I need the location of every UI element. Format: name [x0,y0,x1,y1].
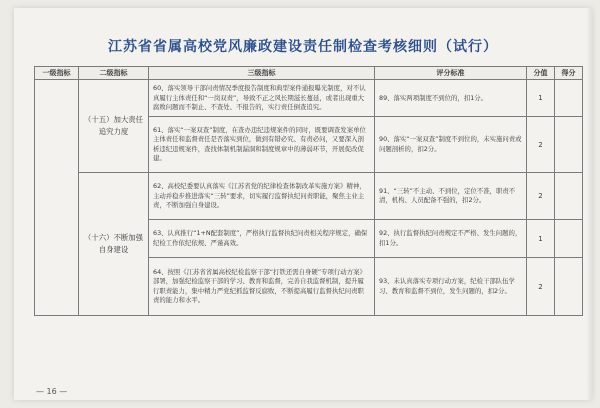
score-cell: 1 [527,220,555,258]
scan-shadow [586,8,592,400]
standard-cell: 90、落实“一案双查”制度不到位的，未实施问责或问题剖析的，扣2分。 [375,117,527,173]
standard-cell: 89、落实两项制度不到位的，扣1分。 [375,80,527,117]
table-row [35,173,583,220]
header-score: 分值 [527,67,555,80]
got-cell [555,220,583,258]
score-cell: 2 [527,173,555,220]
score-cell: 1 [527,80,555,117]
level3-cell: 61、落实“一案双查”制度，在查办违纪违规案件的同时，既要调查发案单位主体责任和监督责任是否落实到位，做到有错必究、有责必问，又要深入剖析违纪违规案件，查找体制机制漏洞和制度规章中的薄弱环节，开展促改促建。 [149,117,375,173]
level2-cell: （十六）不断加强自身建设 [79,173,149,316]
assessment-table [34,66,583,316]
standard-cell: 91、“三转”不主动、不到位，定位不准，职责不清，机构、人员配备不强的，扣2分。 [375,173,527,220]
header-level2: 二级指标 [79,67,149,80]
document-title: 江苏省省属高校党风廉政建设责任制检查考核细则（试行） [108,39,498,55]
level3-cell: 64、按照《江苏省省属高校纪检监察干部“打铁还需自身硬”专项行动方案》部署，加强纪检监察干部的学习、教育和监督，完善自我监督机制，提升履行职责能力，集中精力严党纪抓监督反腐败，不断提高履行监督执纪问责职责的能力和水平。 [149,258,375,316]
level2-cell: （十五）加大责任追究力度 [79,80,149,173]
page-number: — 16 — [36,387,68,396]
table-row [35,80,583,117]
document-page [14,8,592,400]
got-cell [555,173,583,220]
header-level1: 一级指标 [35,67,79,80]
header-level3: 三级指标 [149,67,375,80]
level3-cell: 63、认真推行“1+N配套制度”，严格执行监督执纪问责相关程序规定，确保纪检工作依纪依规、严谨高效。 [149,220,375,258]
level3-cell: 62、高校纪委要认真落实《江苏省党的纪律检查体制改革实施方案》精神，主动并稳步推进落实“三转”要求，切实履行监督执纪问责职能，聚焦主业主责，不断加强自身建设。 [149,173,375,220]
header-standard: 评分标准 [375,67,527,80]
level3-cell: 60、落实领导干部问责情况季度报告制度和典型案件通报曝光制度，对不认真履行主体责任和“一岗双责”，导致不正之风长期滋长蔓延，或者出现重大腐败问题而不制止、不查处、不报告的，实行责任倒查追究。 [149,80,375,117]
standard-cell: 93、未认真落实专项行动方案，纪检干部队伍学习、教育和监督不到位，发生问题的，扣2分。 [375,258,527,316]
got-cell [555,258,583,316]
header-got: 得分 [555,67,583,80]
table-header-row [35,67,583,80]
level1-cell [35,80,79,316]
got-cell [555,117,583,173]
score-cell: 2 [527,258,555,316]
score-cell: 2 [527,117,555,173]
standard-cell: 92、执行监督执纪问责规定不严格、发生问题的，扣1分。 [375,220,527,258]
got-cell [555,80,583,117]
